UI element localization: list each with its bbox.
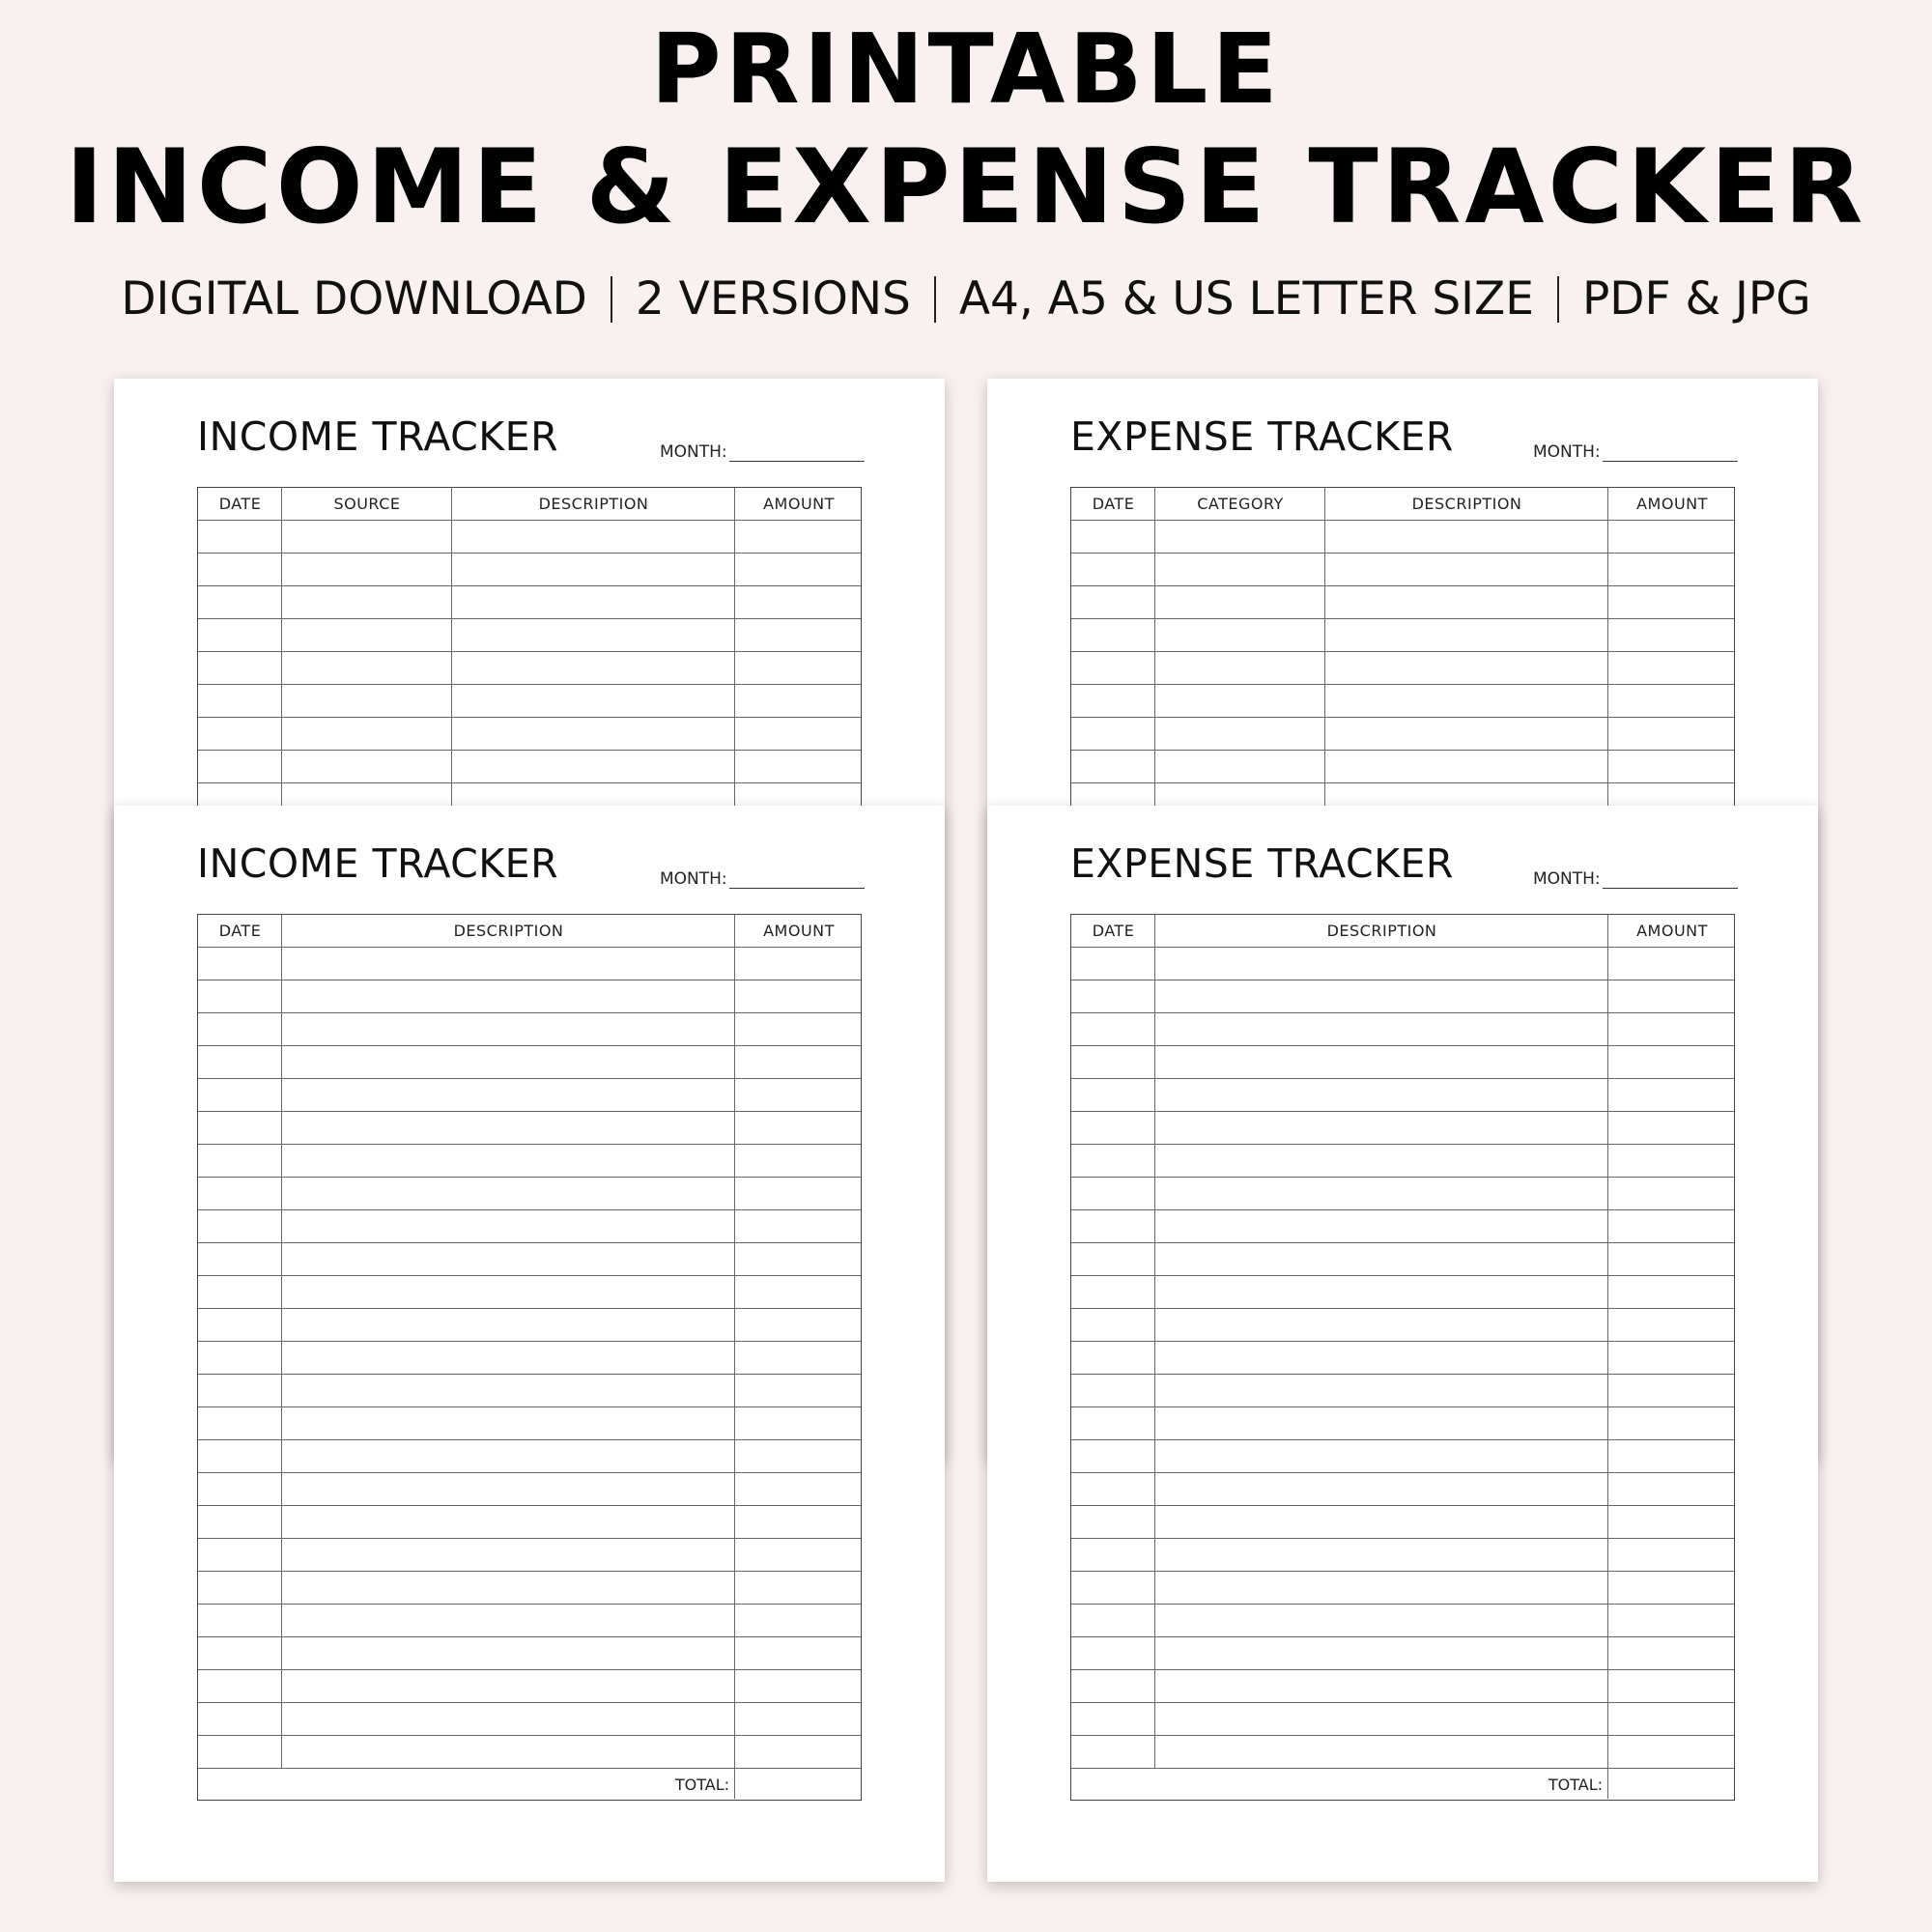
row-line <box>1071 1604 1734 1605</box>
row-line <box>198 1275 861 1276</box>
row-line <box>198 1341 861 1342</box>
row-line <box>1071 1702 1734 1703</box>
row-line <box>1071 1439 1734 1440</box>
row-line <box>1071 717 1734 718</box>
row-line <box>1071 1177 1734 1178</box>
row-line <box>1071 1209 1734 1210</box>
month-field[interactable] <box>1533 442 1738 462</box>
row-line <box>198 1406 861 1407</box>
feature-separator <box>934 276 936 323</box>
month-blank-line[interactable] <box>729 870 865 889</box>
row-line <box>198 1571 861 1572</box>
title-line-1: PRINTABLE <box>650 13 1282 126</box>
row-line <box>1071 1144 1734 1145</box>
total-label: TOTAL: <box>1548 1776 1603 1794</box>
month-label: MONTH: <box>660 442 727 462</box>
column-line <box>451 488 452 855</box>
row-line <box>198 1374 861 1375</box>
month-blank-line[interactable] <box>729 443 865 462</box>
row-line <box>198 1505 861 1506</box>
column-header: SOURCE <box>333 495 401 513</box>
row-line <box>1071 1505 1734 1506</box>
row-line <box>1071 618 1734 619</box>
row-line <box>198 1472 861 1473</box>
column-header: DATE <box>1092 495 1135 513</box>
title-line-2: INCOME & EXPENSE TRACKER <box>65 128 1867 246</box>
column-header: AMOUNT <box>1636 922 1708 940</box>
row-line <box>198 717 861 718</box>
feature-sizes: A4, A5 & US LETTER SIZE <box>958 272 1534 326</box>
row-line <box>198 1308 861 1309</box>
month-label: MONTH: <box>1533 442 1601 462</box>
income-tracker-sheet-3col <box>114 806 945 1882</box>
sheet-title: INCOME TRACKER <box>197 840 559 887</box>
month-label: MONTH: <box>660 869 727 889</box>
row-line <box>198 1702 861 1703</box>
feature-versions: 2 VERSIONS <box>635 272 911 326</box>
row-line <box>1071 1341 1734 1342</box>
column-header: DESCRIPTION <box>1326 922 1437 940</box>
row-line <box>198 750 861 751</box>
row-line <box>1071 1078 1734 1079</box>
column-header: DESCRIPTION <box>1411 495 1522 513</box>
tracker-table <box>1070 487 1735 854</box>
column-line <box>281 915 282 1769</box>
row-line <box>1071 1242 1734 1243</box>
column-header: CATEGORY <box>1197 495 1284 513</box>
column-line <box>1154 488 1155 855</box>
feature-separator <box>611 276 612 323</box>
column-line <box>1607 488 1608 855</box>
row-line <box>198 585 861 586</box>
column-line <box>734 915 735 1799</box>
feature-formats: PDF & JPG <box>1581 272 1811 326</box>
column-header: DATE <box>218 495 262 513</box>
column-header: AMOUNT <box>763 922 835 940</box>
row-line <box>198 1538 861 1539</box>
row-line <box>198 1209 861 1210</box>
row-line <box>1071 1045 1734 1046</box>
column-header: DESCRIPTION <box>538 495 649 513</box>
row-line <box>1071 947 1734 948</box>
column-header: AMOUNT <box>1636 495 1708 513</box>
row-line <box>1071 1735 1734 1736</box>
row-line <box>1071 1571 1734 1572</box>
row-line <box>1071 1275 1734 1276</box>
row-line <box>198 651 861 652</box>
row-line <box>1071 520 1734 521</box>
row-line <box>1071 1669 1734 1670</box>
column-header: AMOUNT <box>763 495 835 513</box>
row-line <box>198 1144 861 1145</box>
column-header: DATE <box>1092 922 1135 940</box>
row-line <box>198 947 861 948</box>
column-line <box>734 488 735 855</box>
sheet-title: EXPENSE TRACKER <box>1070 840 1454 887</box>
row-line <box>1071 1012 1734 1013</box>
column-line <box>1324 488 1325 855</box>
tracker-table <box>197 914 862 1801</box>
row-line <box>1071 1111 1734 1112</box>
row-line <box>1071 1406 1734 1407</box>
row-line <box>198 1242 861 1243</box>
row-line <box>198 1111 861 1112</box>
feature-list <box>0 270 1932 328</box>
row-line <box>198 520 861 521</box>
row-line <box>198 684 861 685</box>
row-line <box>1071 553 1734 554</box>
column-line <box>1154 915 1155 1769</box>
row-line <box>198 1045 861 1046</box>
total-label: TOTAL: <box>674 1776 729 1794</box>
row-line <box>198 1078 861 1079</box>
row-line <box>198 1012 861 1013</box>
row-line <box>198 553 861 554</box>
column-header: DATE <box>218 922 262 940</box>
month-field[interactable] <box>1533 869 1738 889</box>
row-line <box>198 1636 861 1637</box>
row-line <box>1071 585 1734 586</box>
sheet-title: EXPENSE TRACKER <box>1070 413 1454 460</box>
column-header: DESCRIPTION <box>453 922 564 940</box>
column-line <box>1607 915 1608 1799</box>
month-blank-line[interactable] <box>1603 870 1738 889</box>
row-line <box>198 1669 861 1670</box>
row-line <box>198 618 861 619</box>
row-line <box>1071 1374 1734 1375</box>
tracker-table <box>197 487 862 854</box>
expense-tracker-sheet-3col <box>987 806 1818 1882</box>
row-line <box>198 1604 861 1605</box>
month-field[interactable] <box>660 869 865 889</box>
month-field[interactable] <box>660 442 865 462</box>
row-line <box>1071 750 1734 751</box>
row-line <box>1071 1636 1734 1637</box>
row-line <box>198 782 861 783</box>
month-blank-line[interactable] <box>1603 443 1738 462</box>
row-line <box>1071 684 1734 685</box>
sheet-title: INCOME TRACKER <box>197 413 559 460</box>
tracker-table <box>1070 914 1735 1801</box>
row-line <box>198 1735 861 1736</box>
feature-digital-download: DIGITAL DOWNLOAD <box>121 272 587 326</box>
column-line <box>281 488 282 855</box>
feature-separator <box>1557 276 1559 323</box>
row-line <box>1071 1472 1734 1473</box>
row-line <box>1071 1308 1734 1309</box>
row-line <box>198 1439 861 1440</box>
row-line <box>1071 782 1734 783</box>
row-line <box>1071 651 1734 652</box>
month-label: MONTH: <box>1533 869 1601 889</box>
row-line <box>198 1177 861 1178</box>
row-line <box>1071 1538 1734 1539</box>
